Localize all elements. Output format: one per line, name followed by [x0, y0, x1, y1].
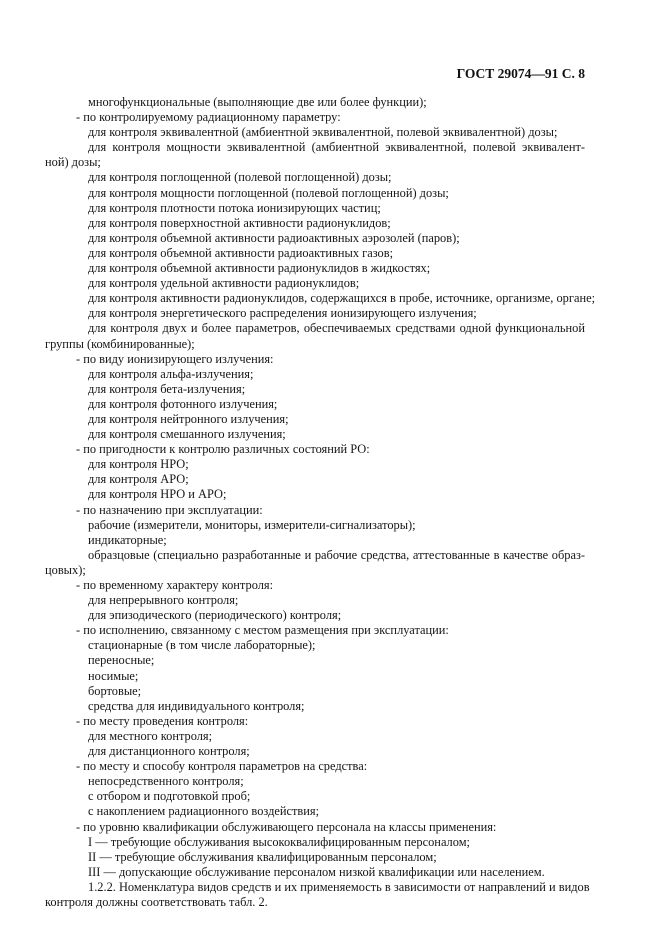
- list-item: носимые;: [88, 668, 139, 683]
- list-item: для контроля НРО и АРО;: [88, 487, 227, 502]
- list-item: для контроля АРО;: [88, 472, 189, 487]
- list-heading: - по виду ионизирующего излучения:: [76, 351, 274, 366]
- list-heading: - по месту проведения контроля:: [76, 713, 249, 728]
- list-item: для контроля плотности потока ионизирующих частиц;: [88, 200, 381, 215]
- paragraph-line: контроля должны соответствовать табл. 2.: [45, 894, 268, 909]
- list-heading: - по назначению при эксплуатации:: [76, 502, 263, 517]
- list-heading: - по исполнению, связанному с местом размещения при эксплуатации:: [76, 623, 449, 638]
- list-item: для контроля нейтронного излучения;: [88, 411, 289, 426]
- list-item: для контроля эквивалентной (амбиентной эквивалентной, полевой эквивалентной) дозы;: [88, 125, 558, 140]
- list-item: с отбором и подготовкой проб;: [88, 789, 251, 804]
- list-item: для контроля бета-излучения;: [88, 381, 246, 396]
- list-item: для контроля смешанного излучения;: [88, 427, 286, 442]
- list-item: для контроля удельной активности радионуклидов;: [88, 276, 360, 291]
- list-item: II — требующие обслуживания квалифицированным персоналом;: [88, 849, 437, 864]
- list-item: для контроля мощности эквивалентной (амбиентной эквивалентной, полевой эквивалент-: [88, 140, 585, 155]
- text-line: ной) дозы;: [45, 155, 101, 170]
- list-item: для местного контроля;: [88, 728, 213, 743]
- list-item: стационарные (в том числе лабораторные);: [88, 638, 316, 653]
- list-item: переносные;: [88, 653, 155, 668]
- text-line: цовых);: [45, 562, 86, 577]
- page-header: ГОСТ 29074—91 С. 8: [456, 66, 585, 81]
- paragraph-line: 1.2.2. Номенклатура видов средств и их применяемость в зависимости от направлений и видов: [88, 879, 590, 894]
- list-item: для контроля энергетического распределения ионизирующего излучения;: [88, 306, 477, 321]
- list-item: для контроля двух и более параметров, обеспечиваемых средствами одной функциональной: [88, 321, 585, 336]
- list-heading: - по уровню квалификации обслуживающего персонала на классы применения:: [76, 819, 497, 834]
- list-item: средства для индивидуального контроля;: [88, 698, 305, 713]
- list-item: для контроля альфа-излучения;: [88, 366, 254, 381]
- list-item: I — требующие обслуживания высококвалифицированным персоналом;: [88, 834, 470, 849]
- list-item: для контроля объемной активности радиоактивных аэрозолей (паров);: [88, 230, 460, 245]
- list-heading: - по месту и способу контроля параметров на средства:: [76, 759, 368, 774]
- text-line: группы (комбинированные);: [45, 336, 195, 351]
- list-item: для непрерывного контроля;: [88, 593, 239, 608]
- list-item: для контроля НРО;: [88, 457, 189, 472]
- list-heading: - по контролируемому радиационному параметру:: [76, 110, 341, 125]
- list-heading: - по временному характеру контроля:: [76, 578, 274, 592]
- list-item: для контроля поглощенной (полевой поглощенной) дозы;: [88, 170, 392, 185]
- list-item: бортовые;: [88, 683, 142, 698]
- list-item: с накоплением радиационного воздействия;: [88, 804, 320, 819]
- list-item: для контроля фотонного излучения;: [88, 396, 278, 411]
- document-body: [45, 95, 596, 910]
- list-item: для эпизодического (периодического) контроля;: [88, 608, 342, 623]
- list-item: для контроля активности радионуклидов, содержащихся в пробе, источнике, организме, органе;: [88, 291, 596, 306]
- list-item: для дистанционного контроля;: [88, 744, 250, 759]
- list-item: для контроля объемной активности радионуклидов в жидкостях;: [88, 261, 431, 276]
- list-item: для контроля мощности поглощенной (полевой поглощенной) дозы;: [88, 185, 449, 200]
- list-item: образцовые (специально разработанные и рабочие средства, аттестованные в качестве образ-: [88, 547, 585, 562]
- list-item: индикаторные;: [88, 532, 167, 547]
- list-heading: - по пригодности к контролю различных состояний РО:: [76, 442, 370, 457]
- text-line: многофункциональные (выполняющие две или более функции);: [88, 95, 427, 109]
- list-item: для контроля поверхностной активности радионуклидов;: [88, 215, 391, 230]
- list-item: III — допускающие обслуживание персоналом низкой квалификации или населением.: [88, 864, 545, 879]
- list-item: непосредственного контроля;: [88, 774, 244, 789]
- list-item: рабочие (измерители, мониторы, измерители-сигнализаторы);: [88, 517, 416, 532]
- list-item: для контроля объемной активности радиоактивных газов;: [88, 245, 394, 260]
